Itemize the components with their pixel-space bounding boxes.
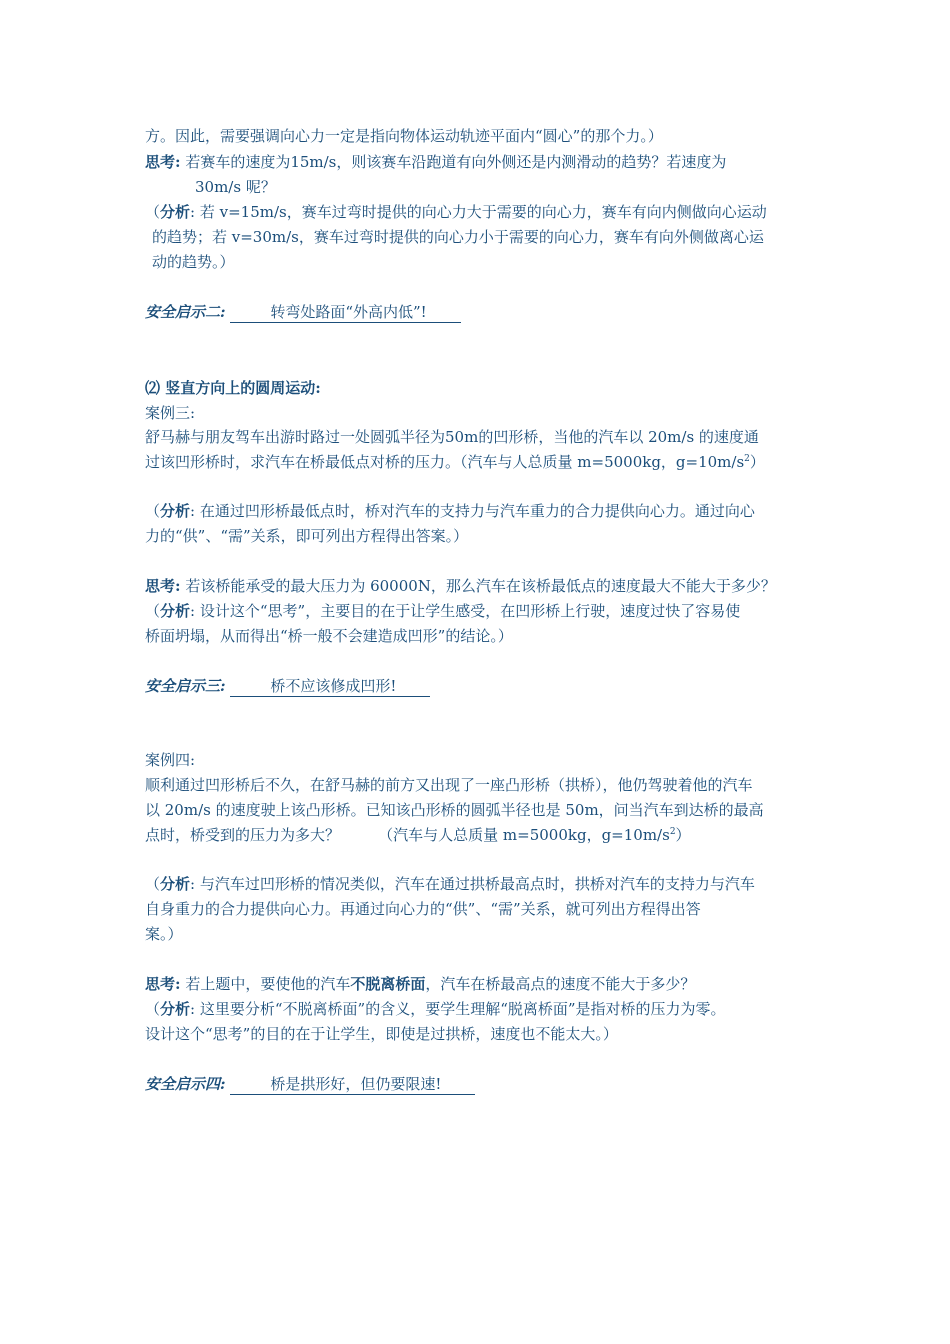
analysis4-line1 (145, 874, 755, 894)
think-label: 思考: (145, 577, 181, 595)
analysis4b-line2: 设计这个“思考”的目的在于让学生，即使是过拱桥，速度也不能太大。） (145, 1025, 618, 1043)
paren: （ (145, 875, 161, 893)
analysis-text: : 设计这个“思考”，主要目的在于让学生感受，在凹形桥上行驶，速度过快了容易使 (190, 602, 741, 620)
case3-line1: 舒马赫与朋友驾车出游时路过一处圆弧半径为50m的凹形桥，当他的汽车以 20m/s 的速度通 (145, 428, 759, 446)
safety-answer: 桥不应该修成凹形! (230, 676, 430, 697)
analysis-label: 分析 (160, 1000, 191, 1018)
analysis4-line2: 自身重力的合力提供向心力。再通过向心力的“供”、“需”关系，就可列出方程得出答 (145, 900, 701, 918)
think-label: 思考: (145, 153, 181, 171)
case3-title: 案例三: (145, 404, 196, 422)
analysis-text: : 与汽车过凹形桥的情况类似，汽车在通过拱桥最高点时，拱桥对汽车的支持力与汽车 (190, 875, 755, 893)
analysis-text: : 若 v=15m/s，赛车过弯时提供的向心力大于需要的向心力，赛车有向内侧做向心运动 (190, 203, 767, 221)
analysis4b-line1 (145, 999, 726, 1019)
safety-label: 安全启示三: (145, 677, 226, 695)
analysis-label: 分析 (160, 602, 191, 620)
paren: （ (145, 502, 161, 520)
case4-line2: 以 20m/s 的速度驶上该凸形桥。已知该凸形桥的圆弧半径也是 50m，问当汽车到达桥的最高 (145, 801, 764, 819)
case4-text-end: ） (675, 826, 691, 844)
analysis1-line3: 动的趋势。） (152, 253, 235, 271)
think-emphasis: 不脱离桥面 (350, 975, 426, 993)
think1-line2: 30m/s 呢？ (195, 178, 276, 196)
safety-tip-3 (145, 676, 430, 697)
analysis1-line2: 的趋势；若 v=30m/s，赛车过弯时提供的向心力小于需要的向心力，赛车有向外侧做离心运 (152, 228, 764, 246)
paren: （ (145, 203, 161, 221)
analysis1-line1 (145, 202, 767, 222)
analysis3-line2: 力的“供”、“需”关系，即可列出方程得出答案。） (145, 527, 469, 545)
case4-line1: 顺利通过凹形桥后不久，在舒马赫的前方又出现了一座凸形桥（拱桥），他仍驾驶着他的汽车 (145, 776, 753, 794)
case3-line2 (145, 452, 765, 472)
analysis3-line1 (145, 501, 755, 521)
think-text-end: ，汽车在桥最高点的速度不能大于多少？ (425, 975, 696, 993)
analysis3b-line1 (145, 601, 740, 621)
analysis-label: 分析 (160, 875, 191, 893)
think1-line1 (145, 152, 726, 172)
safety-answer: 桥是拱形好，但仍要限速! (230, 1074, 475, 1095)
intro-line: 方。因此，需要强调向心力一定是指向物体运动轨迹平面内“圆心”的那个力。） (145, 127, 663, 145)
think3-line (145, 576, 776, 596)
analysis-label: 分析 (160, 502, 191, 520)
superscript: 2 (744, 454, 750, 464)
think-text: 若赛车的速度为15m/s，则该赛车沿跑道有向外侧还是内测滑动的趋势？若速度为 (180, 153, 727, 171)
safety-tip-4 (145, 1074, 475, 1095)
section-title-vertical: ⑵ 竖直方向上的圆周运动: (145, 379, 321, 397)
case4-line3 (145, 825, 691, 845)
analysis-text: : 这里要分析“不脱离桥面”的含义，要学生理解“脱离桥面”是指对桥的压力为零。 (190, 1000, 726, 1018)
case4-title: 案例四: (145, 751, 196, 769)
safety-answer: 转弯处路面“外高内低”! (230, 302, 460, 323)
case3-text: 过该凹形桥时，求汽车在桥最低点对桥的压力。（汽车与人总质量 m=5000kg，g=10m/s (145, 453, 745, 471)
analysis-text: : 在通过凹形桥最低点时，桥对汽车的支持力与汽车重力的合力提供向心力。通过向心 (190, 502, 755, 520)
superscript: 2 (669, 827, 676, 837)
think-label: 思考: (145, 975, 181, 993)
case3-text-end: ） (749, 453, 765, 471)
think-text: 若上题中，要使他的汽车 (180, 975, 351, 993)
analysis4-line3: 案。） (145, 925, 183, 943)
safety-tip-2 (145, 302, 461, 323)
think4-line (145, 974, 695, 994)
safety-label: 安全启示四: (145, 1075, 226, 1093)
analysis3b-line2: 桥面坍塌，从而得出“桥一般不会建造成凹形”的结论。） (145, 627, 513, 645)
paren: （ (145, 1000, 161, 1018)
think-text: 若该桥能承受的最大压力为 60000N，那么汽车在该桥最低点的速度最大不能大于多少？ (180, 577, 776, 595)
case4-text: 点时，桥受到的压力为多大？ （汽车与人总质量 m=5000kg，g=10m/s (145, 826, 670, 844)
safety-label: 安全启示二: (145, 303, 226, 321)
analysis-label: 分析 (160, 203, 191, 221)
paren: （ (145, 602, 161, 620)
